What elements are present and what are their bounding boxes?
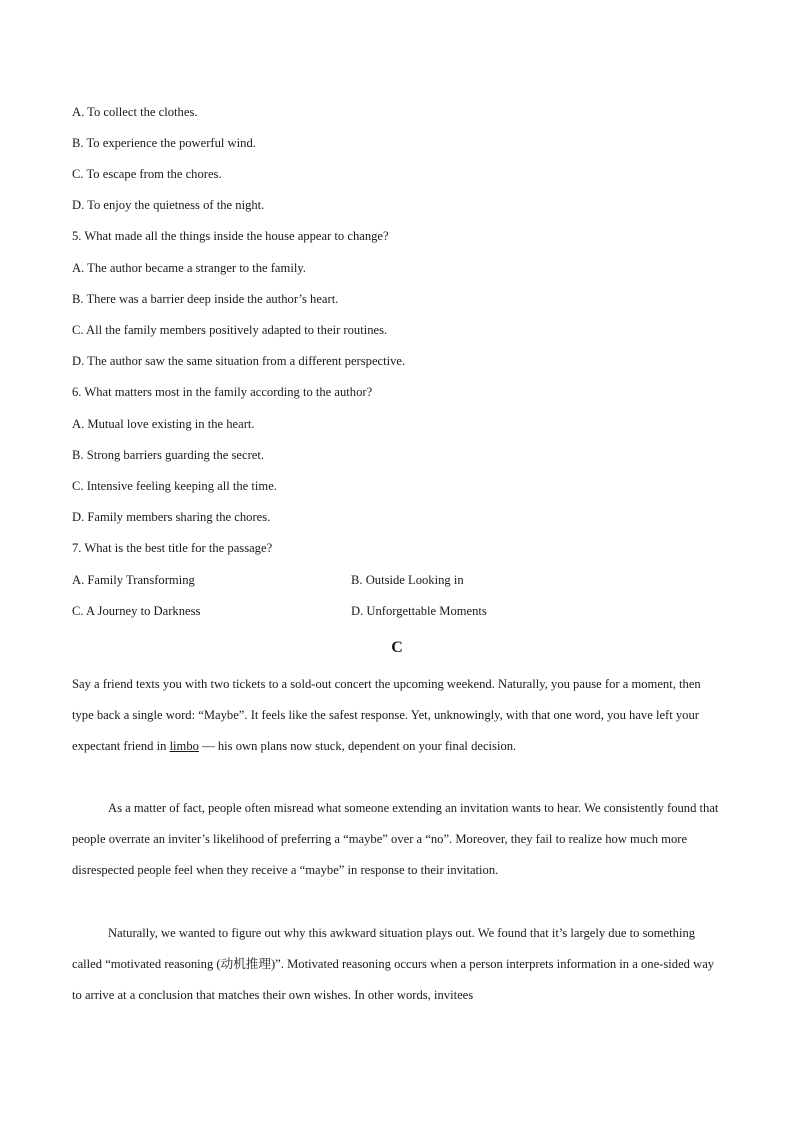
q5-option-c: C. All the family members positively adapted to their routines. (72, 323, 388, 337)
q5-stem: 5. What made all the things inside the house appear to change? (72, 229, 389, 243)
q7-option-d: D. Unforgettable Moments (351, 604, 487, 618)
paragraph-1-text-start: Say a friend texts you with two tickets to a sold-out concert the upcoming weekend. Naturally, you pause for a moment, then type back a single word: “Maybe”. It feels like the safest response. Yet, unknowingly, with that one word, you have left your expectant friend in (72, 677, 701, 754)
q6-option-b: B. Strong barriers guarding the secret. (72, 448, 264, 462)
q5-option-d: D. The author saw the same situation from a different perspective. (72, 354, 406, 368)
paragraph-1 (72, 669, 724, 763)
section-heading: C (391, 639, 403, 656)
paragraph-1-text-end: — his own plans now stuck, dependent on your final decision. (198, 739, 517, 754)
q5-option-a: A. The author became a stranger to the family. (72, 261, 306, 275)
q6-option-d: D. Family members sharing the chores. (72, 510, 271, 524)
q4-option-a: A. To collect the clothes. (72, 105, 198, 119)
paragraph-3: Naturally, we wanted to figure out why this awkward situation plays out. We found that it’s largely due to something called “motivated reasoning (动机推理)”. Motivated reasoning occurs when a person interprets information in a one-sided way to arrive at a conclusion that matches their own wishes. In other words, invitees (72, 926, 715, 1003)
q7-option-a: A. Family Transforming (72, 573, 195, 587)
q4-option-b: B. To experience the powerful wind. (72, 136, 256, 150)
q4-option-d: D. To enjoy the quietness of the night. (72, 198, 265, 212)
underlined-word: limbo (169, 739, 199, 754)
q7-option-c: C. A Journey to Darkness (72, 604, 201, 618)
q6-option-a: A. Mutual love existing in the heart. (72, 417, 255, 431)
q6-option-c: C. Intensive feeling keeping all the time. (72, 479, 277, 493)
q4-option-c: C. To escape from the chores. (72, 167, 222, 181)
paragraph-2: As a matter of fact, people often misread what someone extending an invitation wants to hear. We consistently found that people overrate an inviter’s likelihood of preferring a “maybe” over a “no”. Moreover, they fail to realize how much more disrespected people feel when they receive a “maybe” in response to their invitation. (72, 801, 719, 878)
q6-stem: 6. What matters most in the family according to the author? (72, 385, 373, 399)
q7-stem: 7. What is the best title for the passage? (72, 541, 273, 555)
q5-option-b: B. There was a barrier deep inside the author’s heart. (72, 292, 339, 306)
q7-option-b: B. Outside Looking in (351, 573, 464, 587)
